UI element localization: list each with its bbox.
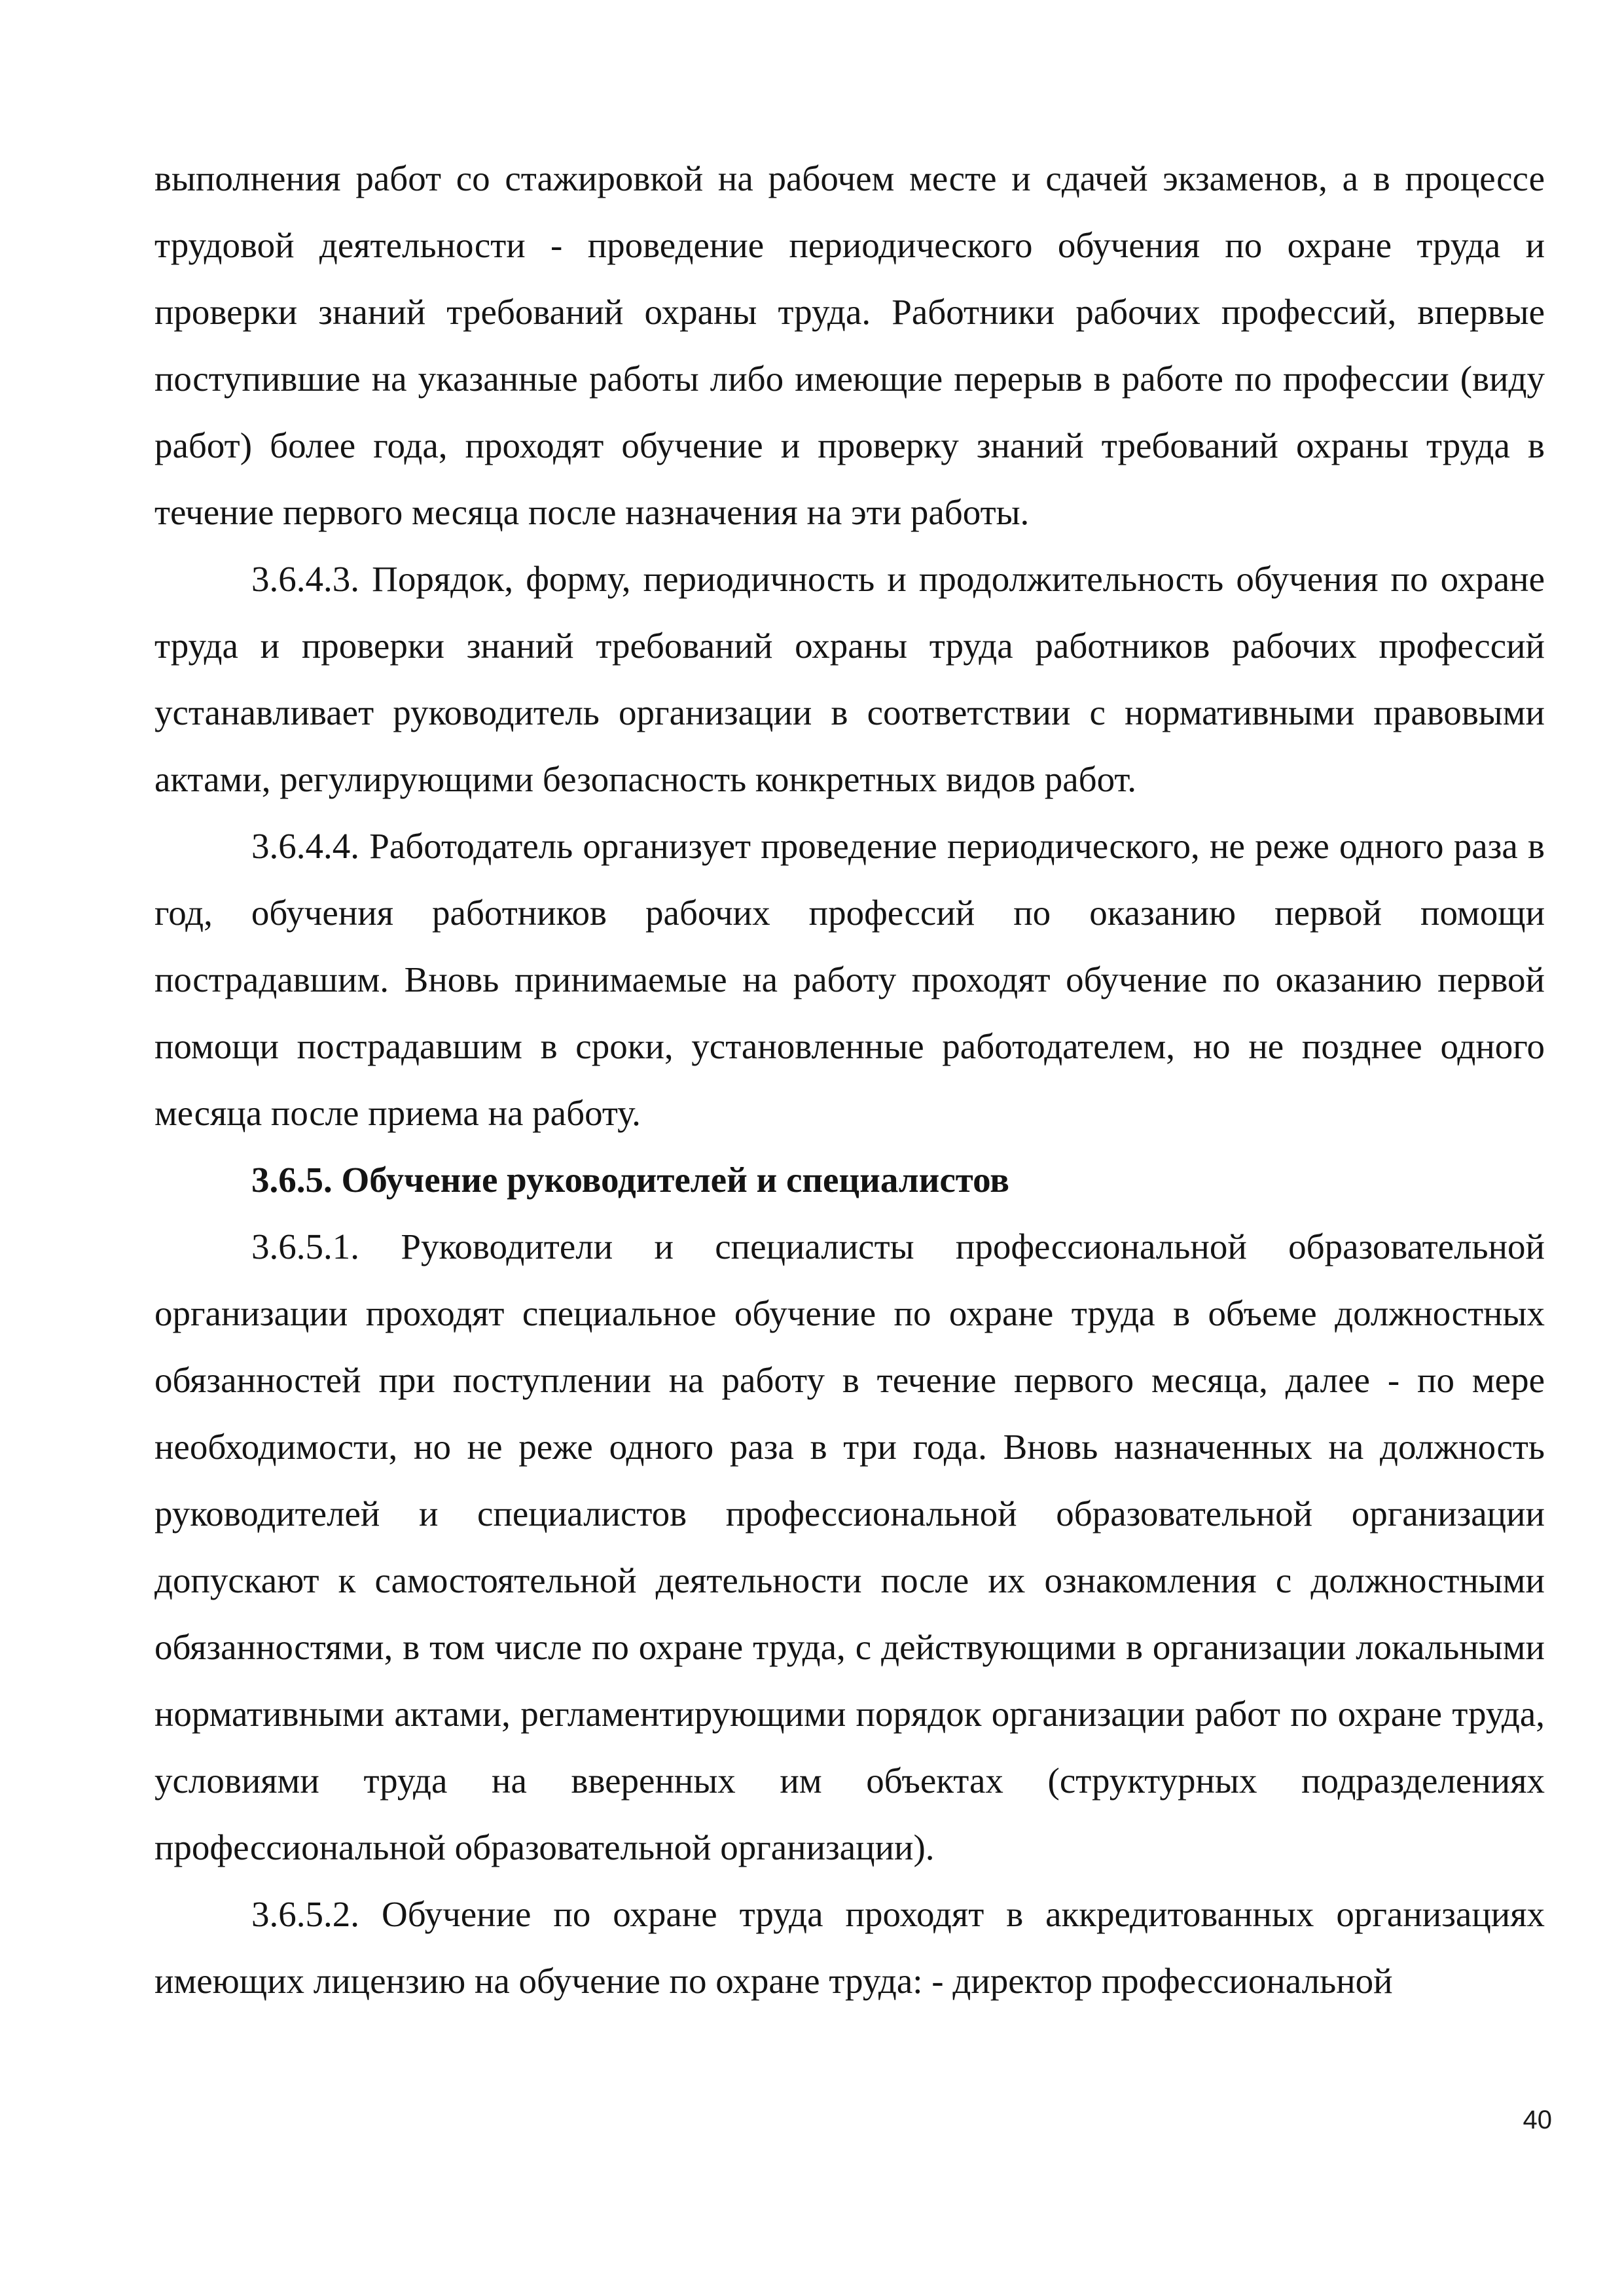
- paragraph-3-6-4-3: 3.6.4.3. Порядок, форму, периодичность и продолжительность обучения по охране труда и проверки знаний требований охраны труда работников рабочих профессий устанавливает руководитель организации в соответствии с нормативными правовыми актами, регулирующими безопасность конкретных видов работ.: [154, 559, 1545, 799]
- paragraph-3-6-5-2: 3.6.5.2. Обучение по охране труда проходят в аккредитованных организациях имеющих лицензию на обучение по охране труда: - директор профессиональной: [154, 1894, 1545, 2001]
- page-number: 40: [1523, 2106, 1552, 2134]
- paragraph-continuation: выполнения работ со стажировкой на рабочем месте и сдачей экзаменов, а в процессе трудовой деятельности - проведение периодического обучения по охране труда и проверки знаний требований охраны труда. Работники рабочих профессий, впервые поступившие на указанные работы либо имеющие перерыв в работе по профессии (виду работ) более года, проходят обучение и проверку знаний требований охраны труда в течение первого месяца после назначения на эти работы.: [154, 158, 1545, 532]
- paragraph-3-6-4-4: 3.6.4.4. Работодатель организует проведение периодического, не реже одного раза в год, обучения работников рабочих профессий по оказанию первой помощи пострадавшим. Вновь принимаемые на работу проходят обучение по оказанию первой помощи пострадавшим в сроки, установленные работодателем, но не позднее одного месяца после приема на работу.: [154, 826, 1545, 1133]
- paragraph-3-6-5-1: 3.6.5.1. Руководители и специалисты профессиональной образовательной организации проходят специальное обучение по охране труда в объеме должностных обязанностей при поступлении на работу в течение первого месяца, далее - по мере необходимости, но не реже одного раза в три года. Вновь назначенных на должность руководителей и специалистов профессиональной образовательной организации допускают к самостоятельной деятельности после их ознакомления с должностными обязанностями, в том числе по охране труда, с действующими в организации локальными нормативными актами, регламентирующими порядок организации работ по охране труда, условиями труда на вверенных им объектах (структурных подразделениях профессиональной образовательной организации).: [154, 1227, 1545, 1867]
- document-page: [154, 145, 1545, 2015]
- section-heading-3-6-5: 3.6.5. Обучение руководителей и специалистов: [251, 1160, 1009, 1200]
